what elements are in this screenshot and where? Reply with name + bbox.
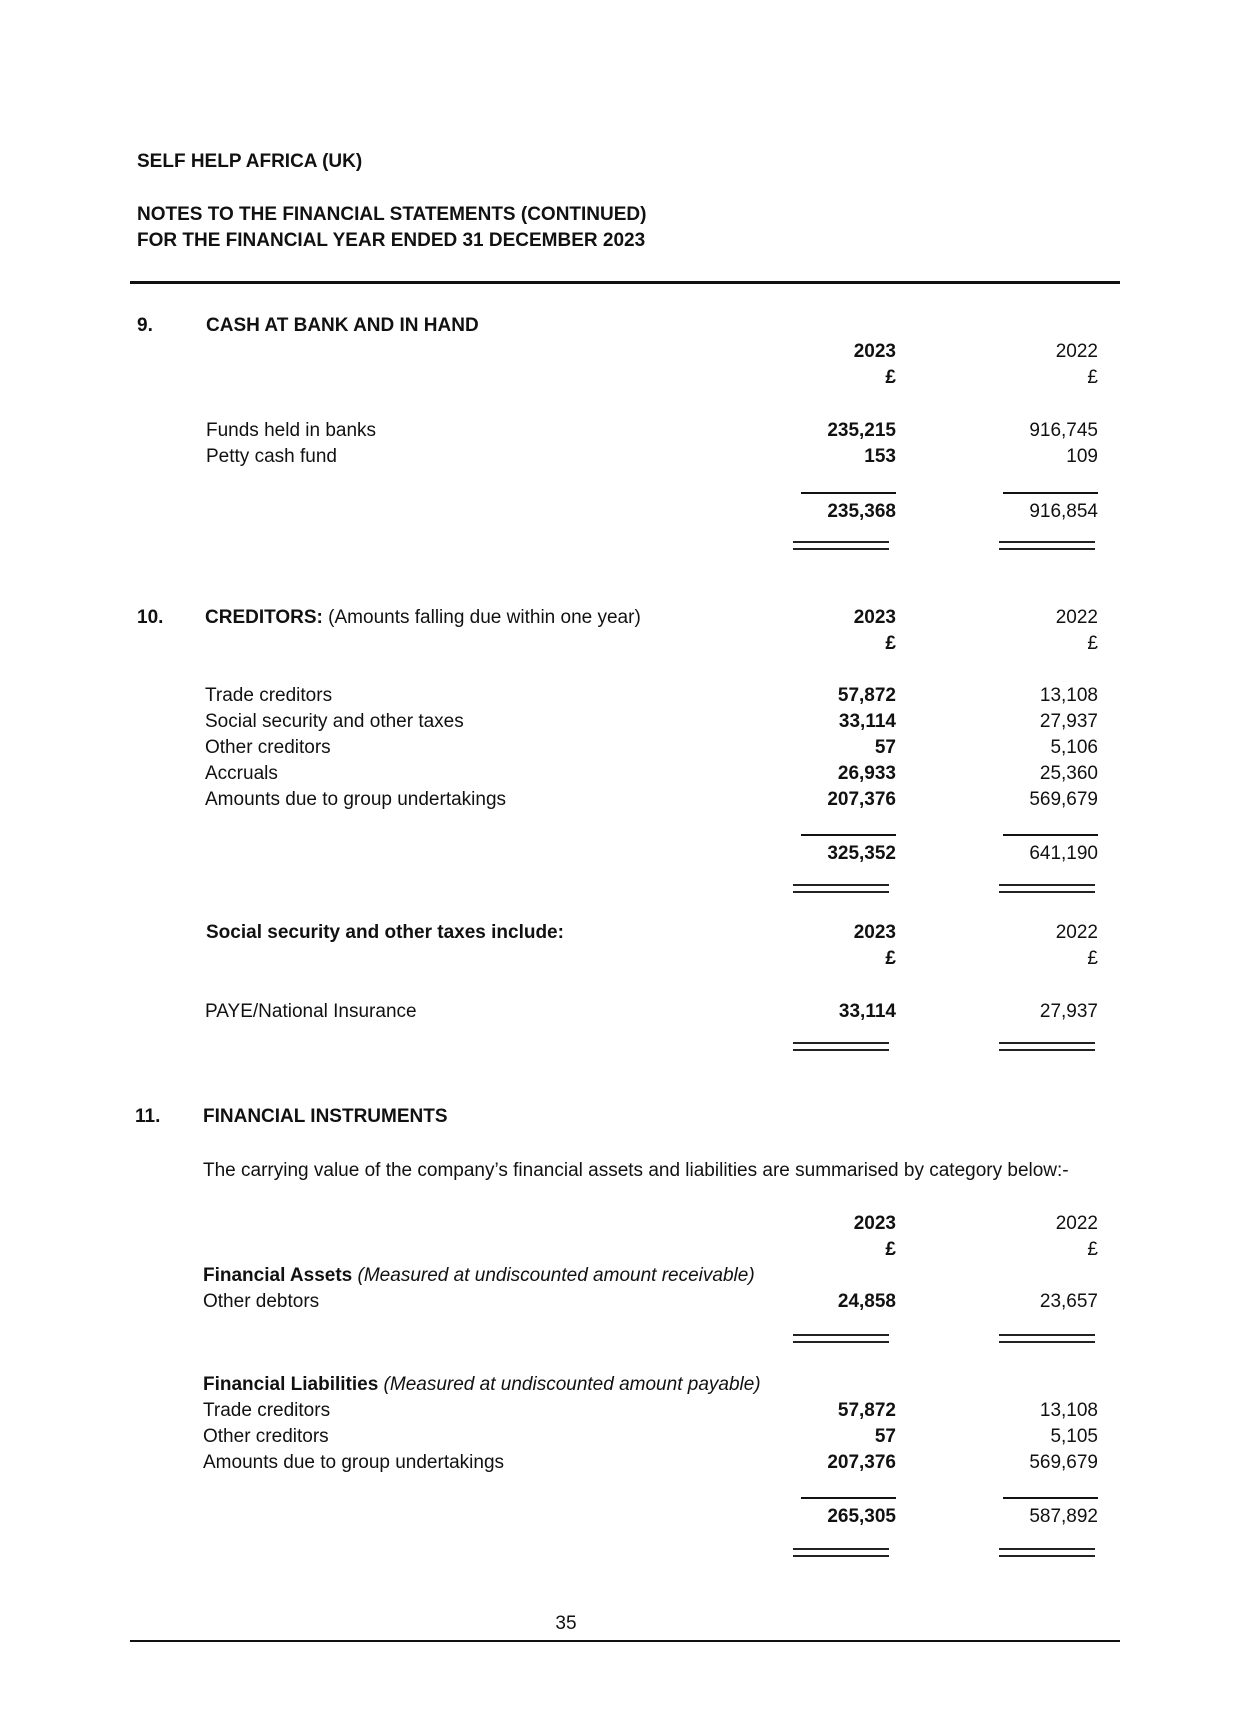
note10-sub-col-2022: 2022 bbox=[1055, 922, 1098, 943]
note9-currency-2022: £ bbox=[1087, 367, 1098, 388]
note10-row-2022: 25,360 bbox=[1039, 763, 1098, 784]
note11-title: FINANCIAL INSTRUMENTS bbox=[203, 1106, 448, 1127]
note10-sub-title: Social security and other taxes include: bbox=[206, 922, 564, 943]
note11-assets-double-rule-2023 bbox=[793, 1334, 889, 1343]
note10-sub-col-2023: 2023 bbox=[853, 922, 896, 943]
note10-subtotal-rule-2022 bbox=[1003, 834, 1098, 836]
note11-liab-row-2022: 569,679 bbox=[1029, 1452, 1098, 1473]
note11-liab-total-2022: 587,892 bbox=[1029, 1506, 1098, 1527]
note11-liab-note: (Measured at undiscounted amount payable) bbox=[378, 1374, 761, 1395]
note10-row-2022: 13,108 bbox=[1039, 685, 1098, 706]
note10-row-label: Social security and other taxes bbox=[205, 711, 464, 732]
note10-sub-currency-2022: £ bbox=[1087, 948, 1098, 969]
note10-row-2022: 569,679 bbox=[1029, 789, 1098, 810]
note11-liab-row-2022: 5,105 bbox=[1050, 1426, 1098, 1447]
note10-title-rest: (Amounts falling due within one year) bbox=[322, 607, 641, 628]
org-name: SELF HELP AFRICA (UK) bbox=[137, 151, 363, 172]
note10-row-2023: 57,872 bbox=[837, 685, 896, 706]
note11-intro: The carrying value of the company’s financial assets and liabilities are summarised by category below:- bbox=[203, 1160, 1069, 1181]
note9-currency-2023: £ bbox=[885, 367, 896, 388]
note11-assets-heading-line bbox=[203, 1265, 755, 1287]
note9-col-2023: 2023 bbox=[853, 341, 896, 362]
note11-double-rule-2022 bbox=[999, 1548, 1095, 1557]
note10-row-label: Amounts due to group undertakings bbox=[205, 789, 507, 810]
note11-assets-row-2022: 23,657 bbox=[1039, 1291, 1098, 1312]
note11-liab-row-label: Other creditors bbox=[203, 1426, 329, 1447]
note10-row-label: Other creditors bbox=[205, 737, 331, 758]
note9-total-2022: 916,854 bbox=[1029, 501, 1098, 522]
note10-sub-row-2022: 27,937 bbox=[1039, 1001, 1098, 1022]
note11-col-2022: 2022 bbox=[1055, 1213, 1098, 1234]
note10-currency-2022: £ bbox=[1087, 633, 1098, 654]
note10-sub-double-rule-2022 bbox=[999, 1042, 1095, 1051]
note11-liab-row-2023: 57 bbox=[874, 1426, 896, 1447]
note10-currency-2023: £ bbox=[885, 633, 896, 654]
note11-assets-row-2023: 24,858 bbox=[837, 1291, 896, 1312]
note11-liab-total-2023: 265,305 bbox=[827, 1506, 896, 1527]
note11-subtotal-rule-2022 bbox=[1003, 1497, 1098, 1499]
page-number: 35 bbox=[555, 1613, 577, 1634]
note11-assets-note: (Measured at undiscounted amount receivable) bbox=[352, 1265, 755, 1286]
note10-row-label: Trade creditors bbox=[205, 685, 333, 706]
note10-col-2022: 2022 bbox=[1055, 607, 1098, 628]
note9-title: CASH AT BANK AND IN HAND bbox=[206, 315, 479, 336]
note10-sub-double-rule-2023 bbox=[793, 1042, 889, 1051]
note10-row-2023: 57 bbox=[874, 737, 896, 758]
note9-row-label: Petty cash fund bbox=[206, 446, 337, 467]
note11-double-rule-2023 bbox=[793, 1548, 889, 1557]
note11-currency-2023: £ bbox=[885, 1239, 896, 1260]
note10-row-label: Accruals bbox=[205, 763, 278, 784]
page-title-line2: FOR THE FINANCIAL YEAR ENDED 31 DECEMBER 2023 bbox=[137, 230, 646, 251]
note9-row-2023: 153 bbox=[864, 446, 896, 467]
note11-liab-row-2023: 207,376 bbox=[827, 1452, 896, 1473]
note10-subtotal-rule-2023 bbox=[801, 834, 896, 836]
note10-title bbox=[205, 607, 641, 629]
note11-col-2023: 2023 bbox=[853, 1213, 896, 1234]
note11-currency-2022: £ bbox=[1087, 1239, 1098, 1260]
note10-sub-row-label: PAYE/National Insurance bbox=[205, 1001, 417, 1022]
note11-liab-heading-line bbox=[203, 1374, 761, 1396]
note11-liab-row-2023: 57,872 bbox=[837, 1400, 896, 1421]
note10-row-2022: 5,106 bbox=[1050, 737, 1098, 758]
note11-number: 11. bbox=[135, 1106, 161, 1127]
note9-col-2022: 2022 bbox=[1055, 341, 1098, 362]
note10-row-2023: 26,933 bbox=[837, 763, 896, 784]
note9-double-rule-2023 bbox=[793, 541, 889, 550]
header-divider bbox=[130, 281, 1120, 284]
note9-row-2022: 109 bbox=[1066, 446, 1098, 467]
note9-number: 9. bbox=[137, 315, 153, 336]
note9-total-2023: 235,368 bbox=[827, 501, 896, 522]
note9-subtotal-rule-2022 bbox=[1003, 492, 1098, 494]
note11-assets-heading: Financial Assets bbox=[203, 1265, 353, 1286]
note11-assets-row-label: Other debtors bbox=[203, 1291, 320, 1312]
note10-sub-currency-2023: £ bbox=[885, 948, 896, 969]
note9-row-2023: 235,215 bbox=[827, 420, 896, 441]
note10-double-rule-2022 bbox=[999, 884, 1095, 893]
note10-row-2023: 33,114 bbox=[838, 711, 896, 732]
note10-total-2023: 325,352 bbox=[827, 843, 896, 864]
note9-subtotal-rule-2023 bbox=[801, 492, 896, 494]
note10-sub-row-2023: 33,114 bbox=[838, 1001, 896, 1022]
note11-liab-row-2022: 13,108 bbox=[1039, 1400, 1098, 1421]
page-title-line1: NOTES TO THE FINANCIAL STATEMENTS (CONTINUED) bbox=[137, 204, 647, 225]
note11-liab-row-label: Trade creditors bbox=[203, 1400, 331, 1421]
note10-row-2022: 27,937 bbox=[1039, 711, 1098, 732]
note10-title-bold: CREDITORS: bbox=[205, 607, 323, 628]
note11-liab-row-label: Amounts due to group undertakings bbox=[203, 1452, 505, 1473]
note10-double-rule-2023 bbox=[793, 884, 889, 893]
note11-subtotal-rule-2023 bbox=[801, 1497, 896, 1499]
note10-col-2023: 2023 bbox=[853, 607, 896, 628]
note11-assets-double-rule-2022 bbox=[999, 1334, 1095, 1343]
note9-row-2022: 916,745 bbox=[1029, 420, 1098, 441]
note10-row-2023: 207,376 bbox=[827, 789, 896, 810]
footer-divider bbox=[130, 1640, 1120, 1642]
note9-row-label: Funds held in banks bbox=[206, 420, 377, 441]
note9-double-rule-2022 bbox=[999, 541, 1095, 550]
note11-liab-heading: Financial Liabilities bbox=[203, 1374, 379, 1395]
note10-number: 10. bbox=[137, 607, 164, 628]
note10-total-2022: 641,190 bbox=[1029, 843, 1098, 864]
